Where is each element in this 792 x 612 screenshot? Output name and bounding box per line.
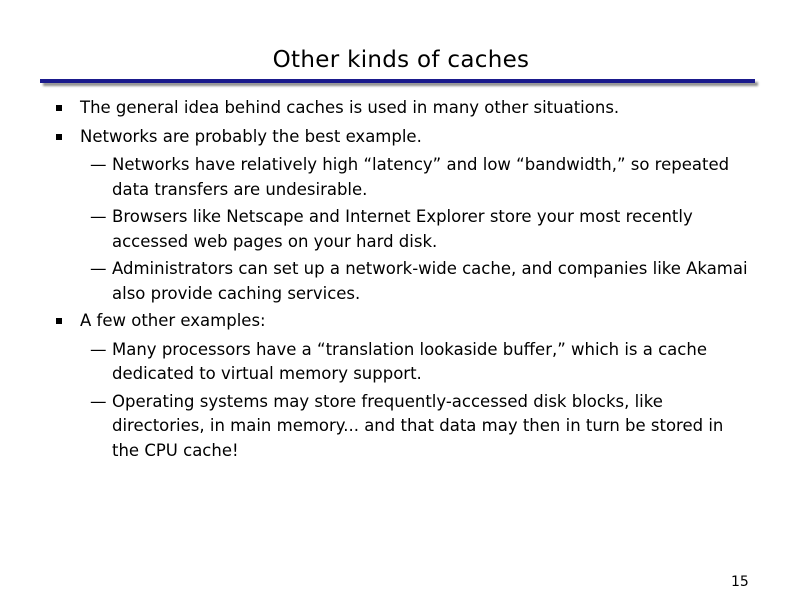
bullet-item bbox=[0, 125, 792, 150]
sub-bullet-item bbox=[0, 390, 792, 464]
page-number: 15 bbox=[731, 574, 749, 590]
bullet-item bbox=[0, 96, 792, 121]
square-bullet-icon bbox=[56, 134, 62, 140]
sub-bullet-text: Administrators can set up a network-wide cache, and companies like Akamai also provide caching services. bbox=[112, 259, 748, 303]
dash-bullet-icon: — bbox=[90, 339, 107, 359]
dash-bullet-icon: — bbox=[90, 207, 107, 226]
dash-bullet-icon: — bbox=[90, 155, 107, 174]
dash-bullet-icon: — bbox=[90, 391, 107, 411]
title-underline bbox=[40, 79, 755, 83]
slide-content bbox=[0, 96, 792, 466]
sub-bullet-text: Networks have relatively high “latency” and low “bandwidth,” so repeated data transfers are undesirable. bbox=[112, 155, 730, 199]
sub-bullet-item bbox=[0, 153, 792, 202]
bullet-text: The general idea behind caches is used in many other situations. bbox=[80, 98, 620, 117]
sub-bullet-item bbox=[0, 338, 792, 387]
slide-title: Other kinds of caches bbox=[272, 47, 530, 73]
sub-bullet-item bbox=[0, 205, 792, 254]
sub-bullet-text: Operating systems may store frequently-accessed disk blocks, like directories, in main memory... and that data may then in turn be stored in the CPU cache! bbox=[112, 391, 724, 460]
sub-bullet-text: Browsers like Netscape and Internet Explorer store your most recently accessed web pages on your hard disk. bbox=[112, 207, 693, 251]
square-bullet-icon bbox=[56, 318, 62, 324]
bullet-text: Networks are probably the best example. bbox=[80, 126, 422, 146]
sub-bullet-text: Many processors have a “translation lookaside buffer,” which is a cache dedicated to virtual memory support. bbox=[112, 339, 707, 383]
sub-bullet-item bbox=[0, 257, 792, 306]
dash-bullet-icon: — bbox=[90, 259, 107, 278]
square-bullet-icon bbox=[56, 105, 62, 111]
bullet-text: A few other examples: bbox=[80, 311, 266, 330]
bullet-item bbox=[0, 309, 792, 334]
